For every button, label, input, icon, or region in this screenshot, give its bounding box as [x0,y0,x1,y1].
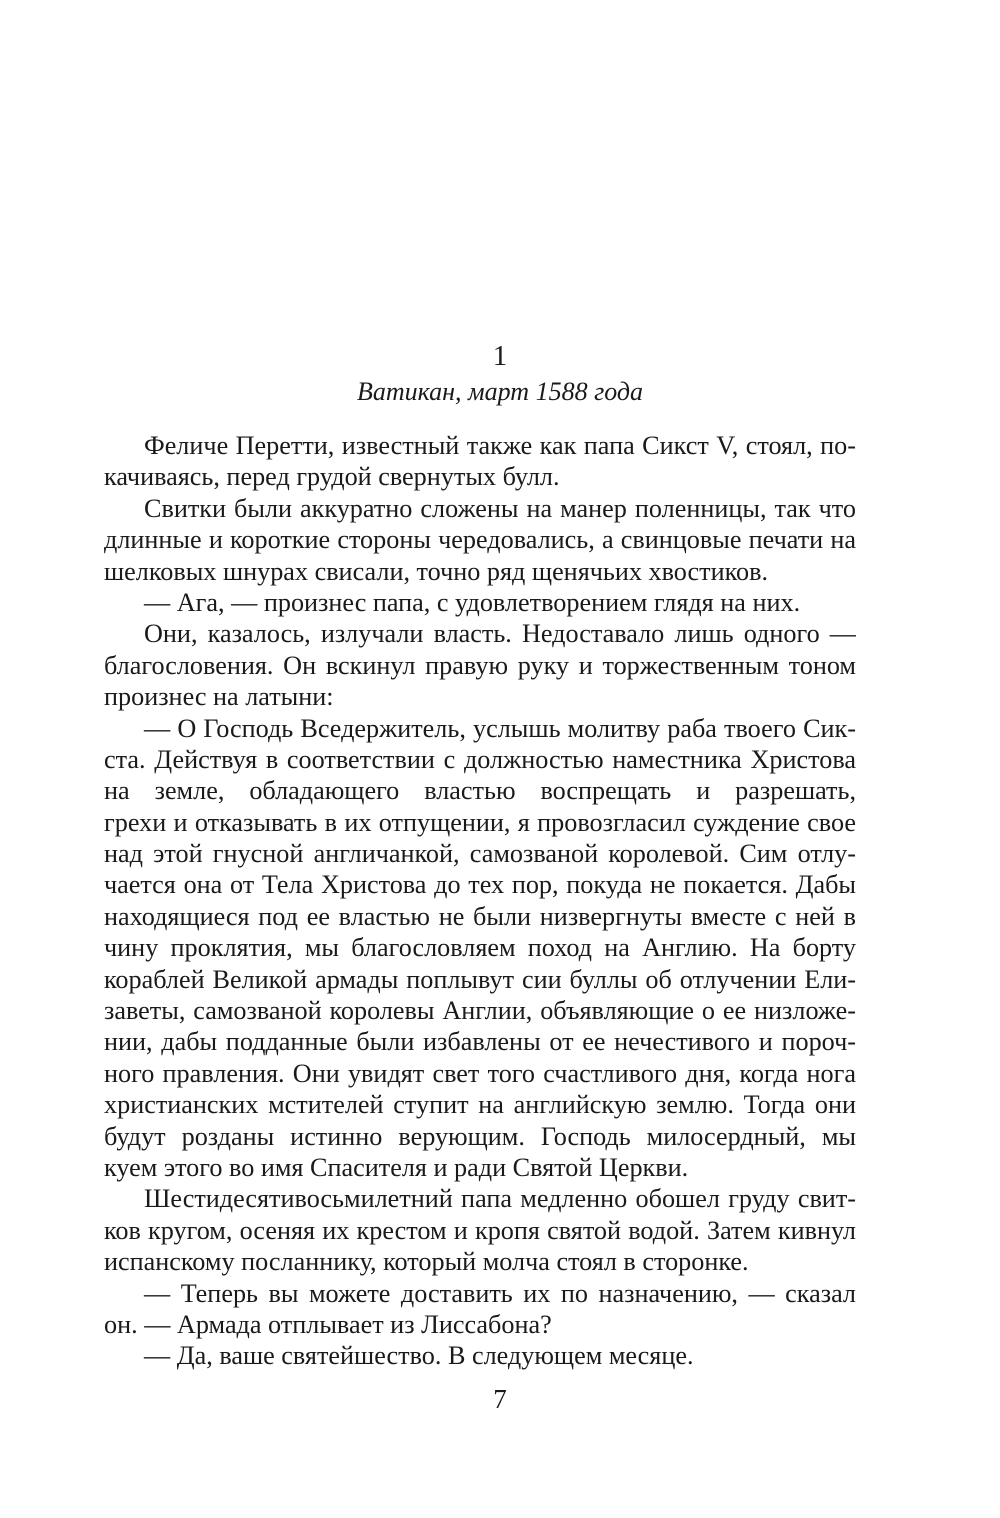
text-line: на земле, обладающего властью воспрещать и разрешать, [104,776,856,806]
text-line: чину проклятия, мы благословляем поход на Англию. На борту [104,933,856,963]
text-line: качиваясь, перед грудой свернутых булл. [104,462,560,492]
text-line: нии, дабы подданные были избавлены от ее нечестивого и пороч- [104,1027,856,1057]
text-line: ков кругом, осеняя их крестом и кропя святой водой. Затем кивнул [104,1215,856,1245]
text-line: будут розданы истинно верующим. Господь милосердный, мы [104,1121,856,1151]
text-line: — Теперь вы можете доставить их по назначению, — сказал [144,1278,856,1308]
text-line: произнес на латыни: [104,682,334,712]
text-line: Свитки были аккуратно сложены на манер поленницы, так что [144,493,856,523]
text-line: чается она от Тела Христова до тех пор, покуда не покается. Дабы [104,870,856,900]
body-text [104,430,856,1372]
text-line: христианских мстителей ступит на английскую землю. Тогда они [104,1090,856,1120]
text-line: Они, казалось, излучали власть. Недоставало лишь одного — [144,619,856,649]
text-line: находящиеся под ее властью не были низвергнуты вместе с ней в [104,901,856,931]
text-line: он. — Армада отплывает из Лиссабона? [104,1309,552,1339]
text-line: Шестидесятивосьмилетний папа медленно обошел груду свит- [144,1184,856,1214]
text-line: — Да, ваше святейшество. В следующем месяце. [144,1341,694,1371]
text-line: ста. Действуя в соответствии с должностью наместника Христова [104,744,856,774]
text-line: — О Господь Вседержитель, услышь молитву раба твоего Сик- [144,713,856,743]
text-line: — Ага, — произнес папа, с удовлетворением глядя на них. [144,587,801,617]
text-line: кораблей Великой армады поплывут сии буллы об отлучении Ели- [104,964,856,994]
text-line: куем этого во имя Спасителя и ради Святой Церкви. [104,1152,689,1182]
page-number: 7 [493,1384,507,1414]
text-line: заветы, самозваной королевы Англии, объявляющие о ее низложе- [104,996,856,1026]
text-line: длинные и короткие стороны чередовались, а свинцовые печати на [104,525,856,555]
text-line: испанскому посланнику, который молча стоял в сторонке. [104,1247,749,1277]
text-line: над этой гнусной англичанкой, самозваной королевой. Сим отлу- [104,839,856,869]
chapter-place-date: Ватикан, март 1588 года [356,377,644,406]
text-line: ного правления. Они увидят свет того счастливого дня, когда нога [104,1058,856,1088]
text-line: Феличе Перетти, известный также как папа Сикст V, стоял, по- [144,431,856,460]
chapter-number: 1 [492,340,508,372]
text-line: благословения. Он вскинул правую руку и торжественным тоном [104,650,856,680]
text-line: шелковых шнурах свисали, точно ряд щенячьих хвостиков. [104,556,769,586]
text-line: грехи и отказывать в их отпущении, я провозгласил суждение свое [104,807,856,837]
